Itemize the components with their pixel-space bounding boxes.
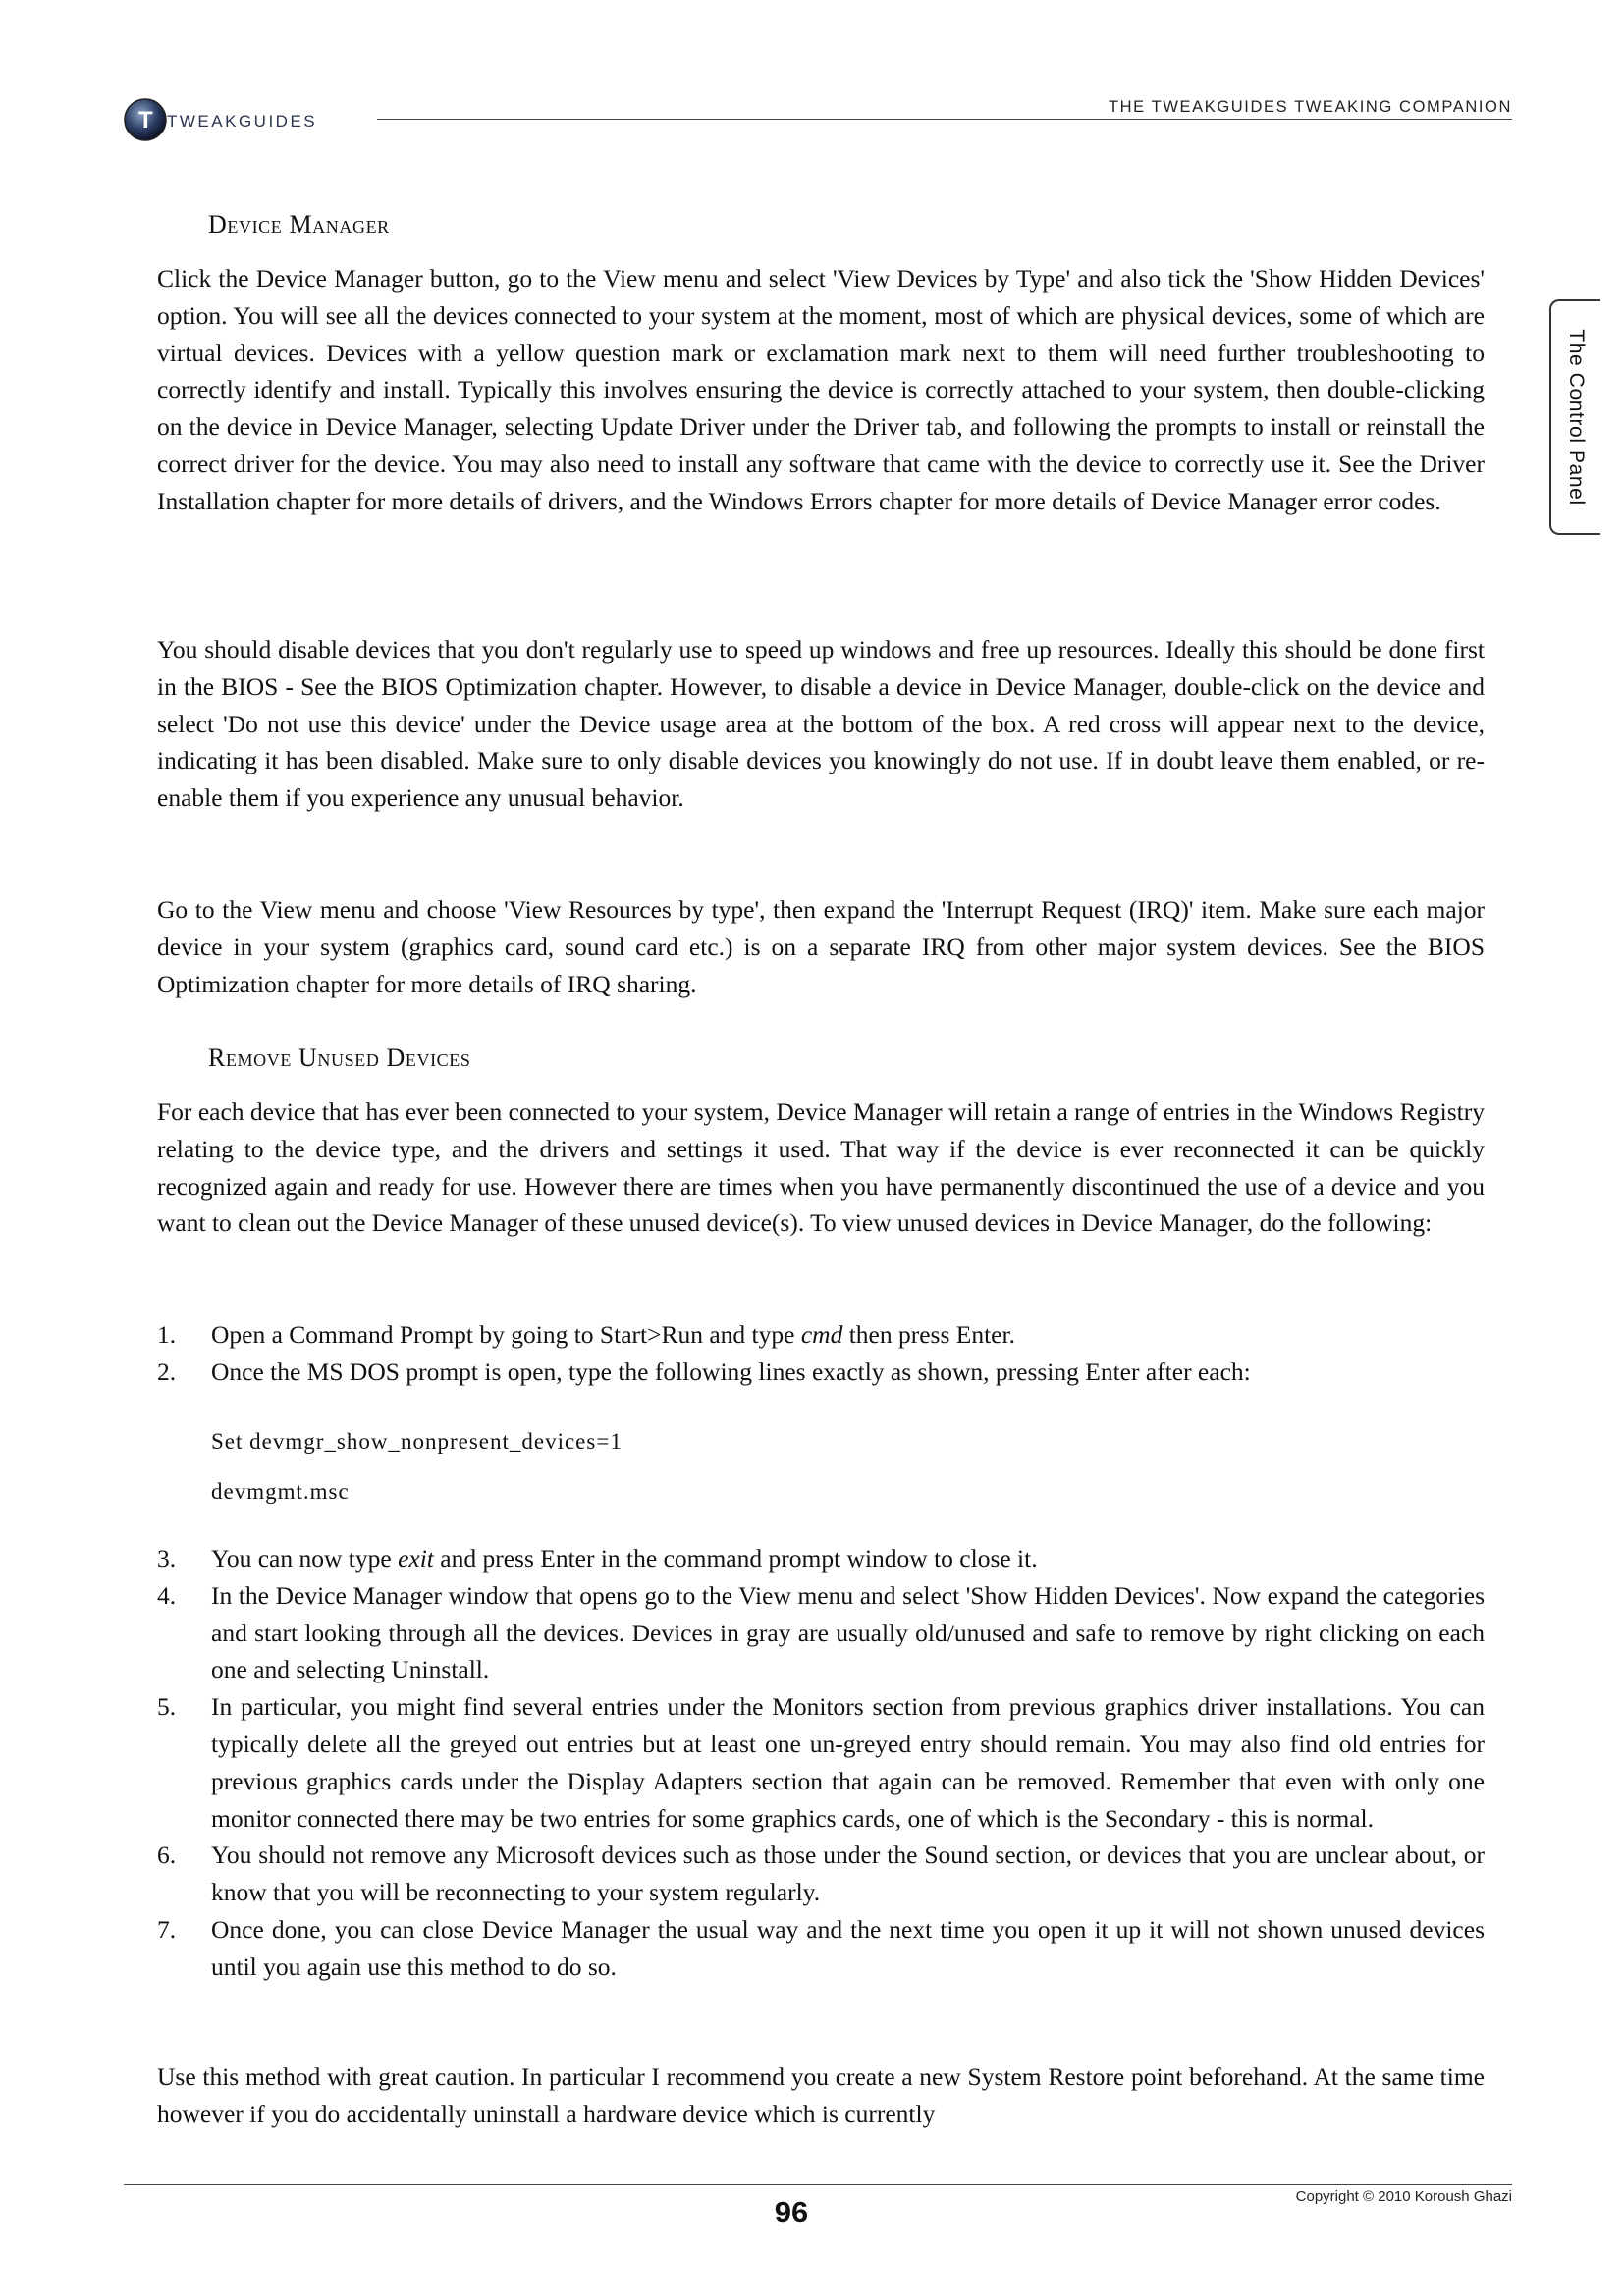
code-line: devmgmt.msc [211,1479,350,1504]
chapter-tab-label: The Control Panel [1565,329,1588,506]
list-item: 7. Once done, you can close Device Manager the usual way and the next time you open it up it will not shown unused devices until you again use this method to do so. [157,1911,1485,1986]
header-rule [377,119,1512,120]
logo-graphic [124,94,359,145]
page-header-title: THE TWEAKGUIDES TWEAKING COMPANION [1108,98,1512,116]
tweakguides-logo [124,94,359,145]
list-item: 1. Open a Command Prompt by going to Start>Run and type cmd then press Enter. [157,1316,1485,1354]
paragraph: You should disable devices that you don't regularly use to speed up windows and free up resources. Ideally this should be done first in the BIOS - See the BIOS Optimization chapter. However, to disable a device in Device Manager, double-click on the device and select 'Do not use this device' under the Device usage area at the bottom of the box. A red cross will appear next to the device, indicating it has been disabled. Make sure to only disable devices you knowingly do not use. If in doubt leave them enabled, or re-enable them if you experience any unusual behavior. [157,635,1485,813]
svg-text:T: T [138,107,153,133]
paragraph: Go to the View menu and choose 'View Resources by type', then expand the 'Interrupt Request (IRQ)' item. Make sure each major device in your system (graphics card, sound card etc.) is on a separate IRQ from other major system devices. See the BIOS Optimization chapter for more details of IRQ sharing. [157,895,1485,998]
logo-wordmark: TWEAKGUIDES [167,112,318,131]
list-number: 2. [157,1357,177,1386]
steps-list [157,1540,1485,1986]
paragraph: Click the Device Manager button, go to the View menu and select 'View Devices by Type' and also tick the 'Show Hidden Devices' option. You will see all the devices connected to your system at the moment, most of which are physical devices, some of which are virtual devices. Devices with a yellow question mark or exclamation mark next to them will need further troubleshooting to correctly identify and install. Typically this involves ensuring the device is correctly attached to your system, then double-clicking on the device in Device Manager, selecting Update Driver under the Driver tab, and following the prompts to install or reinstall the correct driver for the device. You may also need to install any software that came with the device to correctly use it. See the Driver Installation chapter for more details of drivers, and the Windows Errors chapter for more details of Device Manager error codes. [157,264,1485,515]
page-number: 96 [774,2195,809,2229]
list-item: 3. You can now type exit and press Enter in the command prompt window to close it. [157,1540,1485,1577]
list-item: 6. You should not remove any Microsoft devices such as those under the Sound section, or devices that you are unclear about, or know that you will be reconnecting to your system regularly. [157,1837,1485,1911]
section-heading-device-manager: Device Manager [208,210,390,239]
chapter-tab [1549,299,1600,535]
list-item: 5. In particular, you might find several entries under the Monitors section from previous graphics driver installations. You can typically delete all the greyed out entries but at least one un-greyed entry should remain. You may also find old entries for previous graphics cards under the Display Adapters section that again can be removed. Remember that even with only one monitor connected there may be two entries for some graphics cards, one of which is the Secondary - this is normal. [157,1688,1485,1837]
section-heading-remove-unused-devices: Remove Unused Devices [208,1043,471,1072]
list-number: 7. [157,1914,177,1944]
paragraph: Use this method with great caution. In particular I recommend you create a new System Restore point beforehand. At the same time however if you do accidentally uninstall a hardware device which is currently [157,2062,1485,2128]
footer-rule [124,2184,1512,2185]
list-number: 1. [157,1320,177,1349]
code-line: Set devmgr_show_nonpresent_devices=1 [211,1429,623,1454]
list-number: 6. [157,1841,177,1870]
list-number: 4. [157,1580,177,1610]
list-item: 2. Once the MS DOS prompt is open, type the following lines exactly as shown, pressing Enter after each: [157,1354,1485,1391]
copyright-notice: Copyright © 2010 Koroush Ghazi [1295,2188,1512,2205]
paragraph: For each device that has ever been connected to your system, Device Manager will retain a range of entries in the Windows Registry relating to the device type, and the drivers and settings it used. That way if the device is ever reconnected it can be quickly recognized again and ready for use. However there are times when you have permanently discontinued the use of a device and you want to clean out the Device Manager of these unused device(s). To view unused devices in Device Manager, do the following: [157,1097,1485,1238]
steps-list [157,1316,1485,1391]
list-item: 4. In the Device Manager window that opens go to the View menu and select 'Show Hidden Devices'. Now expand the categories and start looking through all the devices. Devices in gray are usually old/unused and safe to remove by right clicking on each one and selecting Uninstall. [157,1577,1485,1688]
list-number: 3. [157,1544,177,1573]
list-number: 5. [157,1692,177,1722]
